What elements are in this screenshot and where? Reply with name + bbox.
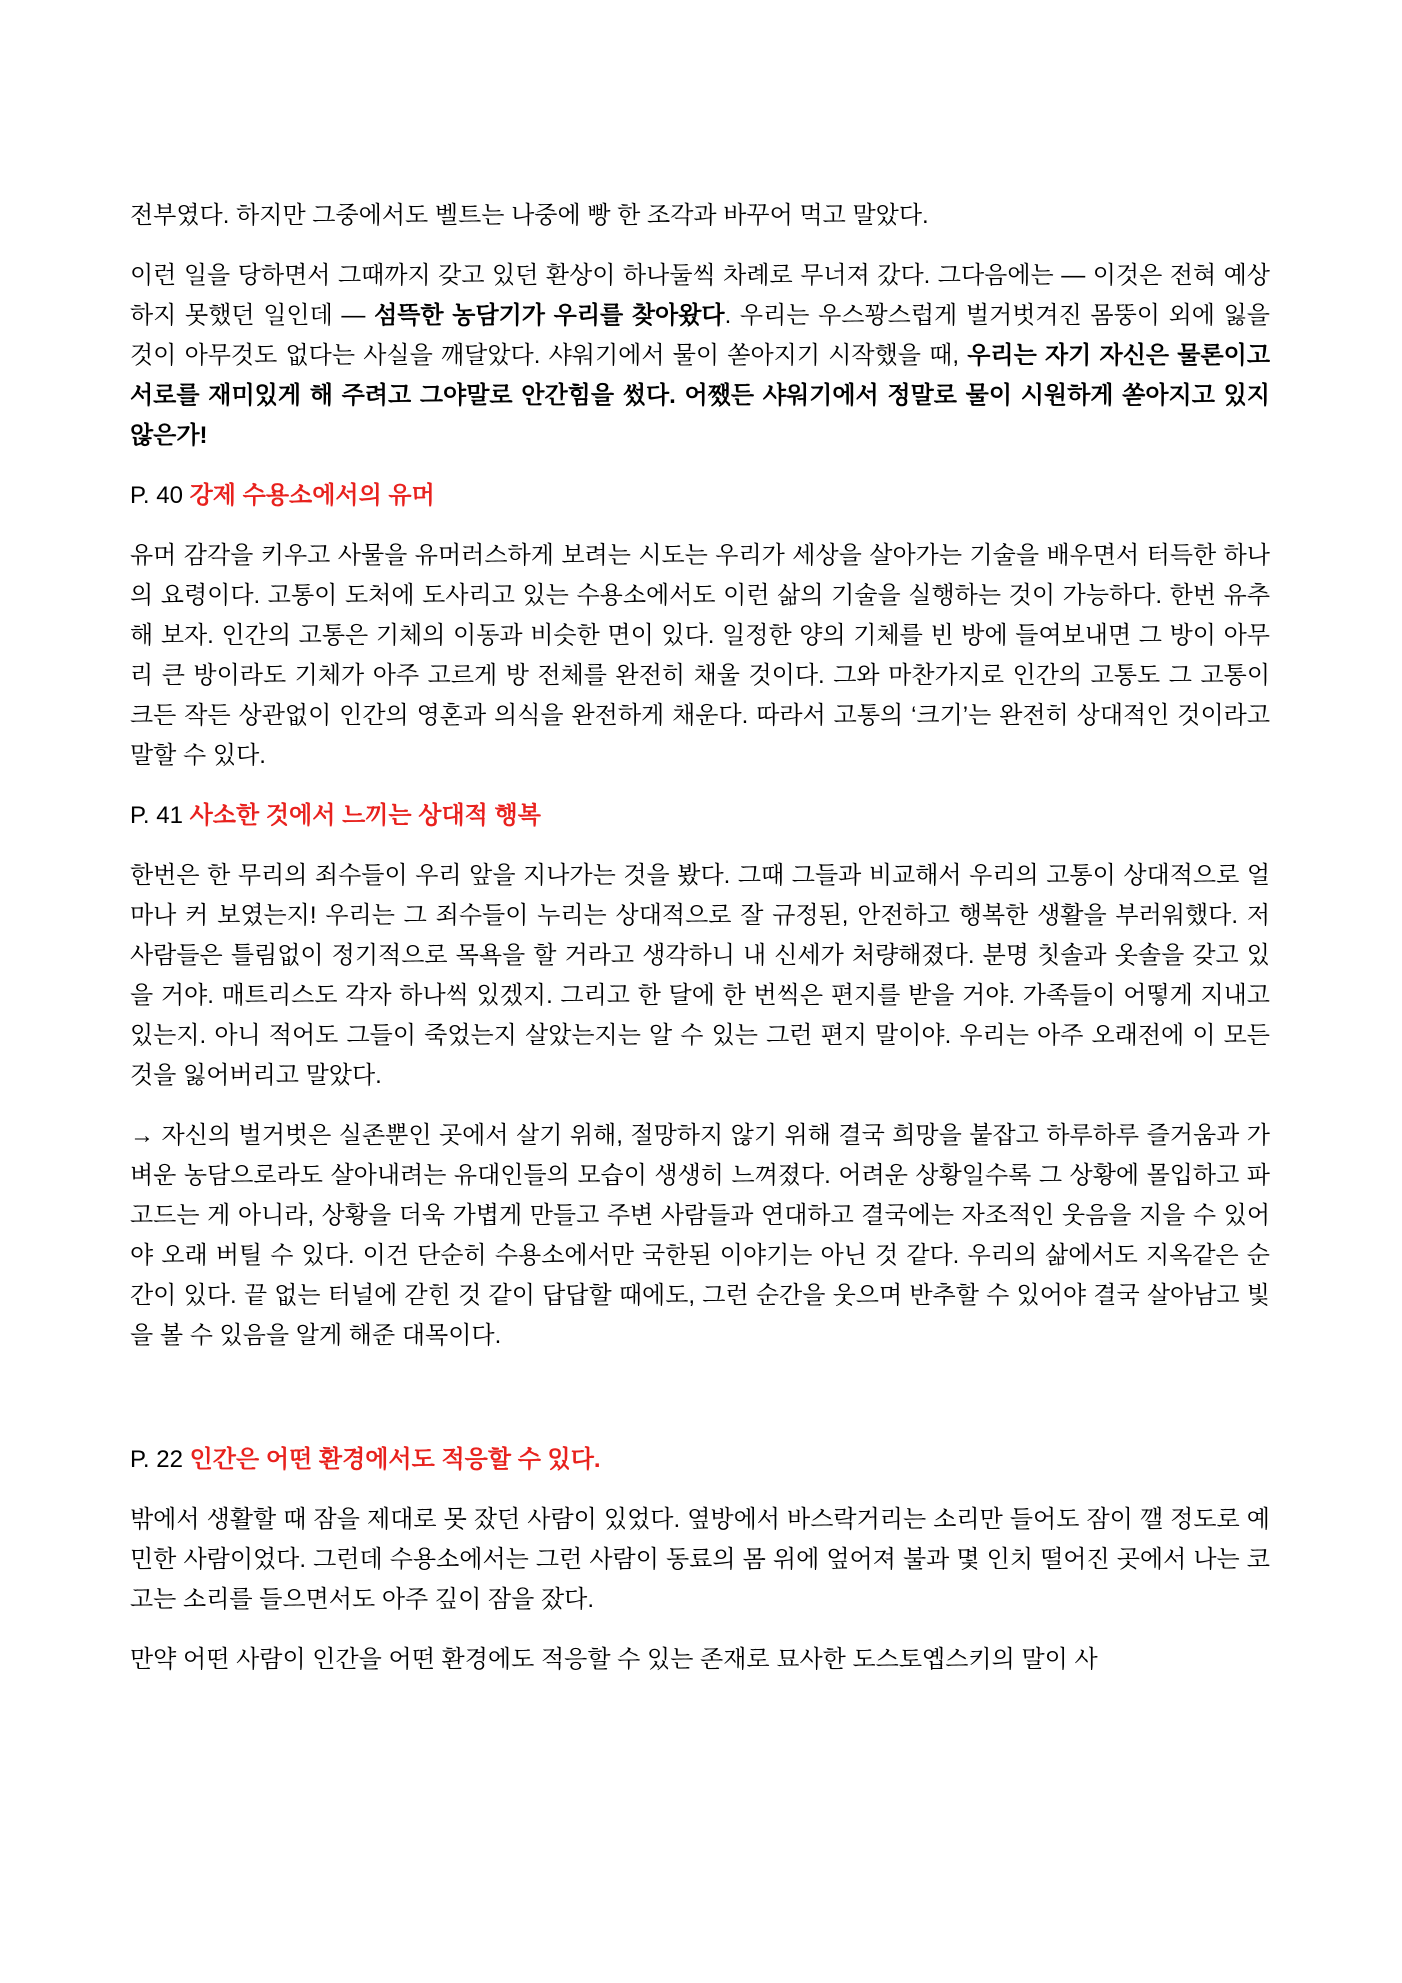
paragraph-text-bold: 우리는 자기 자신은 물론이고 서로를 재미있게 해 주려고 그야말로 안간힘을 썼다. 어쨌든 샤워기에서 정말로 물이 시원하게 쏟아지고 있지 않은가! — [130, 342, 1271, 449]
section-heading — [130, 1440, 1270, 1480]
paragraph-text: . 우리는 우스꽝스럽게 벌거벗겨진 몸뚱이 외에 잃을 것이 아무것도 없다는 사실을 깨달았다. 샤워기에서 물이 쏟아지기 시작했을 때, — [130, 302, 1270, 369]
paragraph-text: 이런 일을 당하면서 그때까지 갖고 있던 환상이 하나둘씩 차례로 무너져 갔다. 그다음에는 — 이것은 전혀 예상하지 못했던 일인데 — — [130, 262, 1270, 329]
heading-page-ref: P. 40 — [130, 482, 183, 509]
heading-title: 강제 수용소에서의 유머 — [189, 482, 435, 509]
paragraph — [130, 1116, 1270, 1356]
paragraph-text: 밖에서 생활할 때 잠을 제대로 못 잤던 사람이 있었다. 옆방에서 바스락거리는 소리만 들어도 잠이 깰 정도로 예민한 사람이었다. 그런데 수용소에서는 그런 사람이 동료의 몸 위에 엎어져 불과 몇 인치 떨어진 곳에서 나는 코 고는 소리를 들으면서도 아주 깊이 잠을 잤다. — [130, 1506, 1270, 1613]
heading-title: 사소한 것에서 느끼는 상대적 행복 — [189, 802, 541, 829]
section-heading — [130, 476, 1270, 516]
heading-title: 인간은 어떤 환경에서도 적응할 수 있다. — [189, 1446, 601, 1473]
paragraph-text: → 자신의 벌거벗은 실존뿐인 곳에서 살기 위해, 절망하지 않기 위해 결국 희망을 붙잡고 하루하루 즐거움과 가벼운 농담으로라도 살아내려는 유대인들의 모습이 생생히 느껴졌다. 어려운 상황일수록 그 상황에 몰입하고 파고드는 게 아니라, 상황을 더욱 가볍게 만들고 주변 사람들과 연대하고 결국에는 자조적인 웃음을 지을 수 있어야 오래 버틸 수 있다. 이건 단순히 수용소에서만 국한된 이야기는 아닌 것 같다. 우리의 삶에서도 지옥같은 순간이 있다. 끝 없는 터널에 갇힌 것 같이 답답할 때에도, 그런 순간을 웃으며 반추할 수 있어야 결국 살아남고 빛을 볼 수 있음을 알게 해준 대목이다. — [130, 1122, 1270, 1349]
paragraph-text: 전부였다. 하지만 그중에서도 벨트는 나중에 빵 한 조각과 바꾸어 먹고 말았다. — [130, 202, 929, 229]
paragraph-text: 만약 어떤 사람이 인간을 어떤 환경에도 적응할 수 있는 존재로 묘사한 도스토옙스키의 말이 사 — [130, 1646, 1098, 1673]
paragraph-text: 한번은 한 무리의 죄수들이 우리 앞을 지나가는 것을 봤다. 그때 그들과 비교해서 우리의 고통이 상대적으로 얼마나 커 보였는지! 우리는 그 죄수들이 누리는 상대적으로 잘 규정된, 안전하고 행복한 생활을 부러워했다. 저 사람들은 틀림없이 정기적으로 목욕을 할 거라고 생각하니 내 신세가 처량해졌다. 분명 칫솔과 옷솔을 갖고 있을 거야. 매트리스도 각자 하나씩 있겠지. 그리고 한 달에 한 번씩은 편지를 받을 거야. 가족들이 어떻게 지내고 있는지. 아니 적어도 그들이 죽었는지 살았는지는 알 수 있는 그런 편지 말이야. 우리는 아주 오래전에 이 모든 것을 잃어버리고 말았다. — [130, 862, 1270, 1089]
paragraph — [130, 196, 1270, 236]
paragraph-text: 유머 감각을 키우고 사물을 유머러스하게 보려는 시도는 우리가 세상을 살아가는 기술을 배우면서 터득한 하나의 요령이다. 고통이 도처에 도사리고 있는 수용소에서도 이런 삶의 기술을 실행하는 것이 가능하다. 한번 유추해 보자. 인간의 고통은 기체의 이동과 비슷한 면이 있다. 일정한 양의 기체를 빈 방에 들여보내면 그 방이 아무리 큰 방이라도 기체가 아주 고르게 방 전체를 완전히 채울 것이다. 그와 마찬가지로 인간의 고통도 그 고통이 크든 작든 상관없이 인간의 영혼과 의식을 완전하게 채운다. 따라서 고통의 ‘크기’는 완전히 상대적인 것이라고 말할 수 있다. — [130, 542, 1270, 769]
vertical-spacer — [130, 1376, 1270, 1440]
paragraph-text-bold: 섬뜩한 농담기가 우리를 찾아왔다 — [374, 302, 725, 329]
heading-page-ref: P. 41 — [130, 802, 183, 829]
document-body — [130, 196, 1270, 1680]
paragraph — [130, 1640, 1270, 1680]
paragraph — [130, 536, 1270, 776]
section-heading — [130, 796, 1270, 836]
heading-page-ref: P. 22 — [130, 1446, 183, 1473]
paragraph — [130, 1500, 1270, 1620]
paragraph — [130, 856, 1270, 1096]
paragraph — [130, 256, 1270, 456]
